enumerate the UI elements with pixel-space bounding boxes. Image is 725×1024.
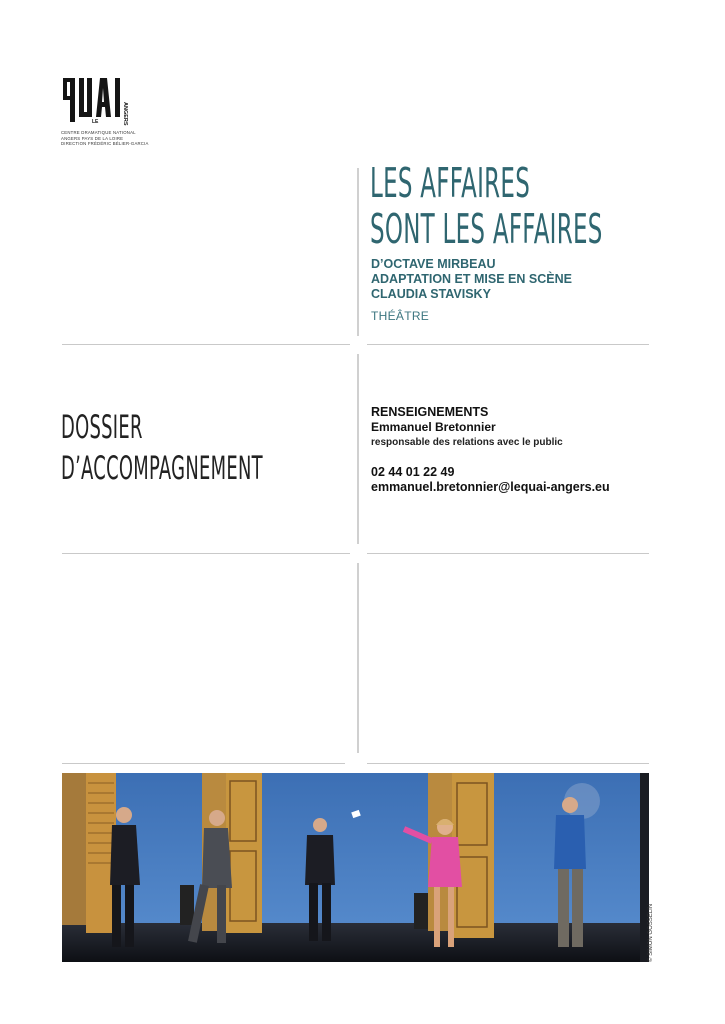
logo-wordmark <box>61 72 141 130</box>
divider-horizontal <box>367 344 649 345</box>
show-title: LES AFFAIRES SONT LES AFFAIRES <box>370 159 603 253</box>
logo-caption: CENTRE DRAMATIQUE NATIONAL ANGERS PAYS DE LA LOIRE DIRECTION FRÉDÉRIC BÉLIER-GARCIA <box>61 130 149 146</box>
svg-text:LE: LE <box>92 119 99 125</box>
logo <box>61 72 149 146</box>
show-genre: THÉÂTRE <box>371 309 430 323</box>
stage-photo-illustration <box>62 773 649 962</box>
contact-block <box>371 405 610 495</box>
divider-horizontal <box>62 344 350 345</box>
divider-vertical <box>357 563 359 753</box>
contact-role: responsable des relations avec le public <box>371 437 563 448</box>
contact-name: Emmanuel Bretonnier <box>371 420 496 434</box>
contact-phone: 02 44 01 22 49 <box>371 465 455 479</box>
contact-heading: RENSEIGNEMENTS <box>371 405 489 419</box>
divider-horizontal <box>62 763 345 764</box>
contact-email: emmanuel.bretonnier@lequai-angers.eu <box>371 480 610 494</box>
photo-credit: © SIMON GOSSELIN <box>648 903 654 962</box>
stage-photo <box>62 773 649 962</box>
show-credits: D’OCTAVE MIRBEAU ADAPTATION ET MISE EN SCÈNE CLAUDIA STAVISKY <box>371 257 572 301</box>
divider-horizontal <box>62 553 350 554</box>
divider-vertical <box>357 168 359 336</box>
divider-horizontal <box>367 763 649 764</box>
svg-text:ANGERS: ANGERS <box>122 102 128 126</box>
dossier-heading: DOSSIER D’ACCOMPAGNEMENT <box>61 408 263 487</box>
divider-horizontal <box>367 553 649 554</box>
divider-vertical <box>357 354 359 544</box>
